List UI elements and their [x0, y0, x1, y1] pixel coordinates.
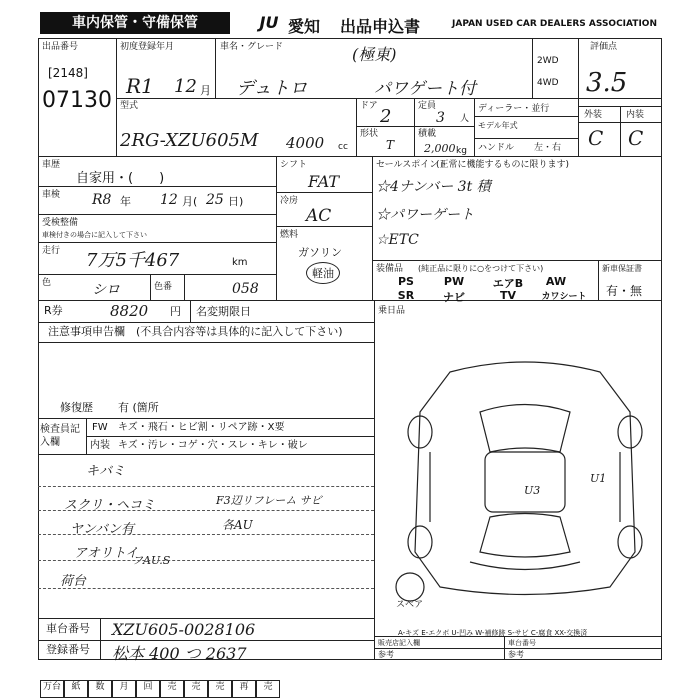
inspection-year-unit: 年: [120, 195, 131, 208]
diagram-mark-u3: U3: [524, 484, 541, 497]
rating-label: 評価点: [590, 42, 618, 52]
history-value: 自家用・( ): [76, 171, 165, 186]
form-title: 出品申込書: [340, 17, 421, 36]
ac: AC: [306, 206, 332, 226]
buyer-label: 乗日品: [378, 306, 406, 316]
capacity: 3: [436, 110, 445, 126]
fuel-diesel: 軽油: [306, 262, 340, 284]
footer-cell-10: 売: [256, 680, 280, 698]
car-condition-diagram: [390, 352, 660, 612]
color-label: 色: [42, 278, 52, 288]
equip-navi: ナビ: [443, 291, 465, 304]
footer-cell-2: 紙: [64, 680, 88, 698]
new-car-label: 新車保証書: [602, 264, 642, 273]
selling-note: (正常に機能するものに限ります): [436, 160, 570, 170]
mileage-label: 走行: [42, 246, 61, 256]
footer-cell-3: 数: [88, 680, 112, 698]
registration-era: R1: [126, 74, 154, 98]
recv-label: 受検整備: [42, 218, 79, 228]
fw-items: キズ・飛石・ヒビ割・リペア跡・X要: [118, 422, 285, 433]
footer-cell-1: 万台: [40, 680, 64, 698]
repair-label: 修復歴: [60, 401, 93, 414]
inspection-note-right-3: フAU.S: [132, 554, 171, 567]
interior-grade: C: [628, 126, 644, 150]
vehicle-name: デュトロ: [236, 78, 308, 99]
exterior-label: 外装: [584, 110, 603, 120]
fw-label: FW: [92, 422, 108, 433]
footer-cell-6: 売: [160, 680, 184, 698]
inspection-year: R8: [92, 192, 112, 208]
inspection-note-4: アオリトイ: [74, 546, 139, 561]
price-label: R券: [44, 304, 63, 317]
org-english: JAPAN USED CAR DEALERS ASSOCIATION: [452, 19, 657, 29]
interior-label: 内装: [626, 110, 645, 120]
drive-2wd: 2WD: [537, 56, 559, 66]
fuel-label: 燃料: [280, 230, 299, 240]
door-label: ドア: [360, 101, 378, 111]
inspection-month-unit: 月(: [182, 195, 198, 208]
load: 2,000: [424, 142, 456, 155]
load-unit: kg: [456, 146, 467, 156]
listing-small-number: [2148]: [48, 66, 88, 80]
history-label: 車歴: [42, 160, 61, 170]
price-unit: 円: [170, 305, 181, 318]
registration-label: 初度登録年月: [120, 42, 175, 52]
selling-point-2: ☆パワーゲート: [376, 207, 474, 223]
fuel-gas: ガソリン: [298, 246, 342, 259]
chassis-value: XZU605-0028106: [112, 620, 256, 639]
inspection-note-right-1: F3辺リフレーム サビ: [216, 494, 322, 507]
equip-sr: SR: [397, 289, 415, 302]
shift: FAT: [308, 172, 340, 191]
inspection-day-unit: 日): [228, 195, 244, 208]
repair-value: 有 (箇所: [118, 401, 159, 414]
selling-point-1: ☆4ナンバー 3t 積: [376, 179, 491, 195]
mileage: 7万5千467: [86, 250, 180, 271]
equip-seat: カワシート: [541, 292, 587, 302]
ref-entry-label: 参考: [508, 650, 524, 659]
model-code: 2RG-XZU605M: [120, 130, 259, 151]
remarks-note: (不具合内容等は具体的に記入して下さい): [136, 325, 343, 338]
recv-note: 車検付きの場合に記入して下さい: [42, 231, 147, 239]
spare-label: スペア: [396, 600, 424, 610]
inspection-day: 25: [206, 192, 224, 208]
color-no-label: 色番: [154, 282, 173, 292]
vehicle-name-label: 車名・グレード: [220, 42, 284, 52]
cc-unit: cc: [338, 142, 348, 152]
type-label: 型式: [120, 101, 139, 111]
registration-month: 12: [174, 76, 197, 97]
inspection-note-1: キバミ: [86, 464, 126, 479]
damage-legend: A-キズ E-エクボ U-凹み W-補修跡 S-サビ C-腐食 XX-交換済: [398, 629, 588, 637]
shift-label: シフト: [280, 160, 308, 170]
handle-label: ハンドル: [478, 143, 515, 153]
equip-aw: AW: [545, 275, 567, 288]
displacement: 4000: [286, 134, 325, 152]
shape: T: [386, 138, 395, 152]
plate-value: 松本 400 つ 2637: [112, 644, 247, 663]
capacity-label: 定員: [418, 101, 437, 111]
footer-cell-4: 月: [112, 680, 136, 698]
mileage-unit: km: [232, 257, 248, 268]
inspection-month: 12: [160, 192, 178, 208]
color: シロ: [92, 282, 120, 298]
new-car-value: 有・無: [606, 284, 643, 298]
handle-options: 左・右: [534, 143, 562, 153]
capacity-unit: 人: [460, 114, 470, 124]
doors: 2: [380, 106, 392, 127]
inspection-note-right-2: 各AU: [222, 518, 253, 532]
ju-logo: JU: [259, 13, 279, 32]
equip-ps: PS: [398, 275, 414, 288]
vehicle-name-note: (極東): [352, 45, 397, 64]
inspection-staff-label: 検査員記入欄: [40, 424, 80, 448]
inspection-note-2: スクリ・ヘコミ: [64, 498, 156, 513]
exterior-grade: C: [588, 126, 604, 150]
org-name: 愛知: [288, 17, 321, 36]
chassis-entry-label: 車台番号: [508, 639, 536, 647]
ref-label: 参考: [378, 650, 394, 659]
selling-label: セールスポイント: [376, 160, 448, 170]
equip-pw: PW: [443, 275, 465, 288]
dealer-entry-label: 販売店記入欄: [378, 639, 420, 647]
storage-label: 車内保管・守備保管: [40, 12, 230, 34]
inspection-label: 車検: [42, 190, 61, 200]
load-label: 積載: [418, 129, 437, 139]
equip-airbag: エアB: [492, 277, 524, 290]
plate-label: 登録番号: [46, 643, 90, 656]
registration-month-unit: 月: [200, 84, 211, 97]
interior-inspect-items: キズ・汚レ・コゲ・穴・スレ・キレ・破レ: [118, 440, 308, 451]
shape-label: 形状: [360, 129, 379, 139]
model-year-label: モデル年式: [478, 121, 518, 130]
footer-cell-5: 回: [136, 680, 160, 698]
equipment-label: 装備品: [376, 264, 404, 274]
footer-cell-8: 売: [208, 680, 232, 698]
diagram-mark-u1: U1: [590, 472, 607, 485]
selling-point-3: ☆ETC: [376, 232, 419, 248]
reg-deadline-label: 名変期限日: [196, 305, 251, 318]
equipment-note: (純正品に限りに○をつけて下さい): [418, 264, 544, 273]
price-value: 8820: [110, 302, 149, 320]
equip-tv: TV: [499, 289, 517, 302]
chassis-label: 車台番号: [46, 622, 90, 635]
remarks-label: 注意事項申告欄: [48, 325, 125, 338]
inspection-note-3: ヤンバン有: [70, 522, 134, 537]
color-no: 058: [232, 281, 259, 297]
footer-cell-7: 売: [184, 680, 208, 698]
footer-cell-9: 再: [232, 680, 256, 698]
rating-score: 3.5: [586, 68, 628, 98]
inspection-note-5: 荷台: [60, 574, 87, 589]
vehicle-grade: パワゲート付: [374, 79, 476, 99]
dealer-label: ディーラー・並行: [478, 104, 550, 114]
interior-inspect-label: 内装: [90, 440, 110, 451]
listing-number-label: 出品番号: [42, 42, 79, 52]
drive-4wd: 4WD: [537, 78, 559, 88]
ac-label: 冷房: [280, 196, 299, 206]
listing-number: 07130: [42, 88, 112, 113]
